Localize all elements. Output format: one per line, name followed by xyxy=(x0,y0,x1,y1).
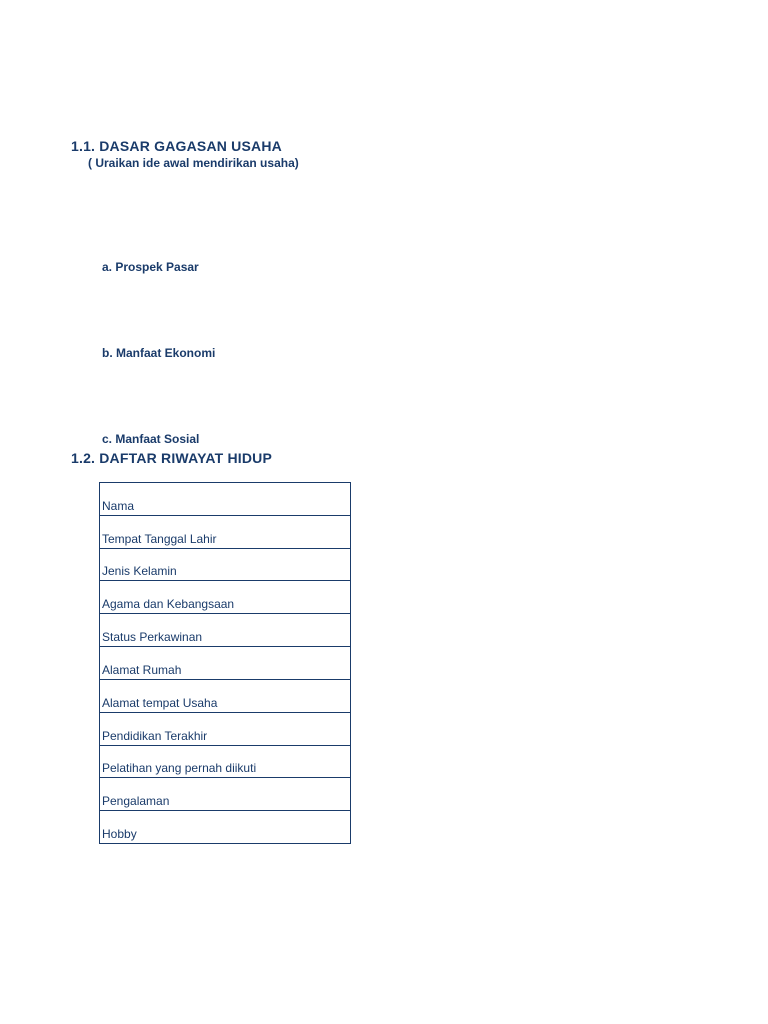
cv-row-alamat-usaha xyxy=(100,680,350,713)
cv-row-alamat-rumah xyxy=(100,647,350,680)
cv-row-pengalaman xyxy=(100,778,350,811)
cv-row-agama-kebangsaan xyxy=(100,581,350,614)
item-manfaat-sosial: c. Manfaat Sosial xyxy=(102,432,200,446)
cv-label: Pendidikan Terakhir xyxy=(102,728,208,743)
cv-row-pelatihan xyxy=(100,746,350,779)
item-manfaat-ekonomi: b. Manfaat Ekonomi xyxy=(102,346,216,360)
cv-row-jenis-kelamin xyxy=(100,549,350,582)
section-1-title: 1.1. DASAR GAGASAN USAHA xyxy=(71,138,282,154)
item-prospek-pasar: a. Prospek Pasar xyxy=(102,260,199,274)
cv-row-hobby xyxy=(100,811,350,843)
cv-label: Pelatihan yang pernah diikuti xyxy=(102,761,257,776)
cv-row-pendidikan-terakhir xyxy=(100,713,350,746)
section-2-title: 1.2. DAFTAR RIWAYAT HIDUP xyxy=(71,450,273,466)
cv-label: Agama dan Kebangsaan xyxy=(102,597,235,612)
section-1-subtitle: ( Uraikan ide awal mendirikan usaha) xyxy=(88,156,299,170)
cv-row-status-perkawinan xyxy=(100,614,350,647)
cv-label: Pengalaman xyxy=(102,794,170,809)
cv-label: Tempat Tanggal Lahir xyxy=(102,531,217,546)
cv-row-nama xyxy=(100,483,350,516)
cv-row-tempat-tanggal-lahir xyxy=(100,516,350,549)
cv-label: Status Perkawinan xyxy=(102,630,203,645)
cv-label: Hobby xyxy=(102,826,137,841)
cv-label: Jenis Kelamin xyxy=(102,564,177,579)
cv-label: Alamat Rumah xyxy=(102,662,182,677)
cv-label: Nama xyxy=(102,498,135,513)
cv-label: Alamat tempat Usaha xyxy=(102,695,218,710)
cv-table xyxy=(99,482,351,844)
